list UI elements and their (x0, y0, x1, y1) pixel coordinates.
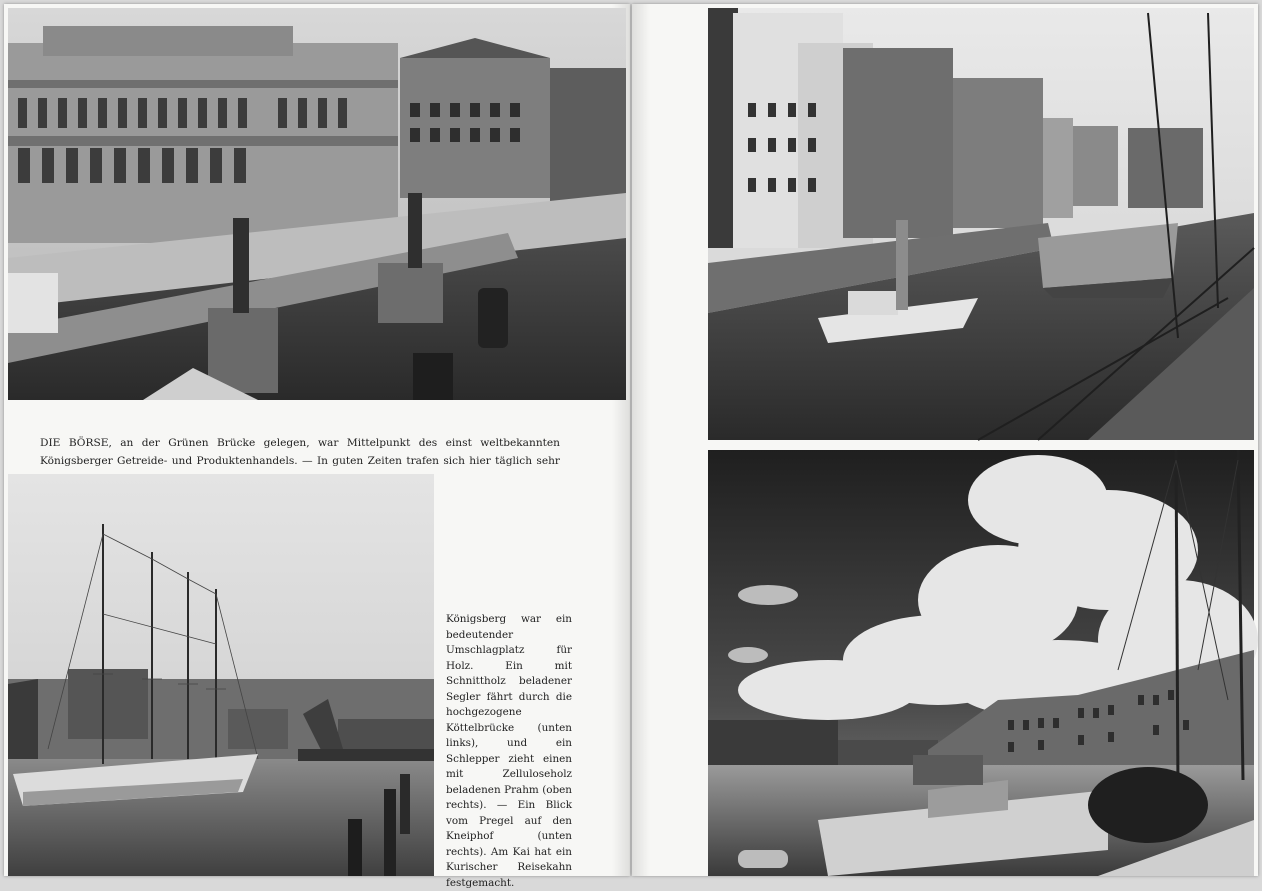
sailing-ship-drawing (8, 474, 434, 876)
boerse-photo-drawing (8, 8, 626, 400)
kneiphof-drawing (708, 450, 1254, 876)
tugboat-barge-photo (708, 8, 1254, 440)
tugboat-drawing (708, 8, 1254, 440)
left-page (4, 4, 630, 889)
kneiphof-river-clouds-photo (708, 450, 1254, 876)
sailing-ship-bridge-photo (8, 474, 434, 876)
right-page (632, 4, 1258, 876)
gutter-shadow (632, 4, 650, 876)
boerse-bridge-photo (8, 8, 626, 400)
timber-port-caption: Königsberg war ein bedeutender Umschlagplatz für Holz. Ein mit Schnittholz beladener Segler fährt durch die hochgezogene Köttelbrücke (unten links), und ein Schlepper zieht einen mit Zelluloseholz beladenen Prahm (oben rechts). — Ein Blick vom Pregel auf den Kneiphof (unten rechts). Am Kai hat ein Kurischer Reisekahn festgemacht. (446, 613, 572, 889)
boerse-caption: DIE BÖRSE, an der Grünen Brücke gelegen, war Mittelpunkt des einst weltbekannten Königsberger Getreide- und Produktenhandels. — In guten Zeiten trafen sich hier täglich sehr (40, 436, 560, 467)
